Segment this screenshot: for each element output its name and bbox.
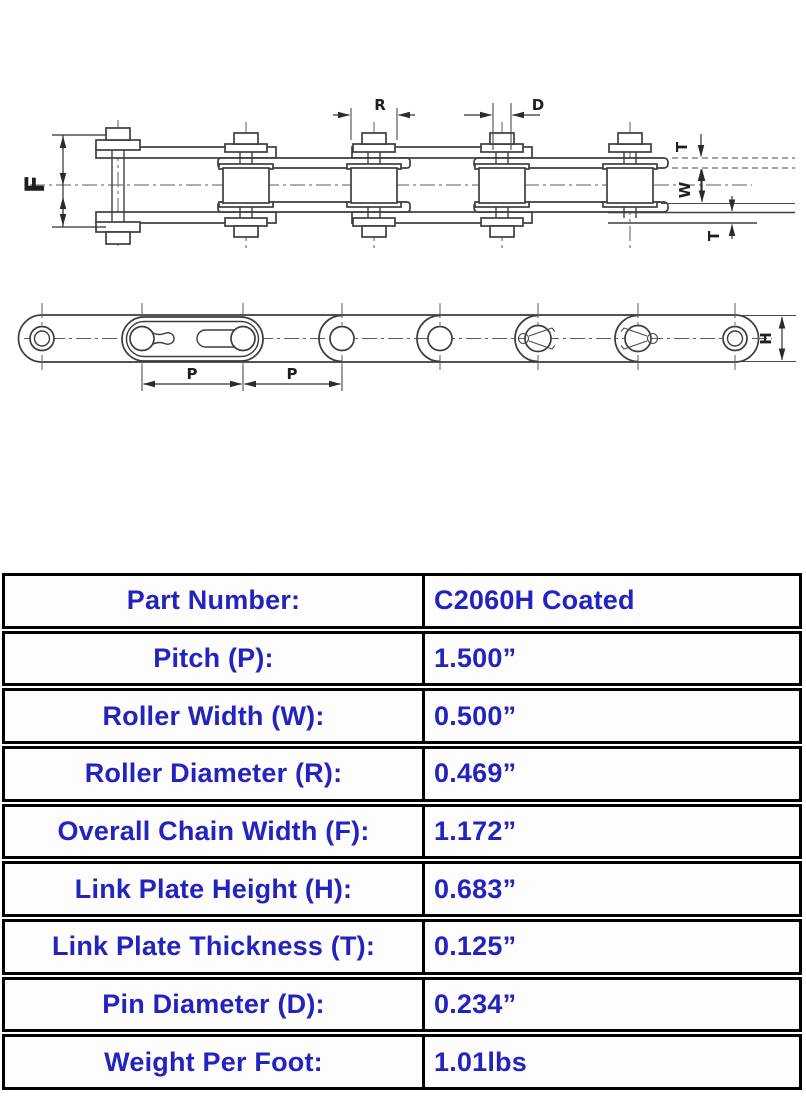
- dim-label-t-top: T: [673, 141, 691, 153]
- table-row: [2, 573, 802, 629]
- dim-label-w: W: [676, 181, 694, 199]
- spec-value: 0.500”: [434, 700, 517, 731]
- spec-value: 0.234”: [434, 988, 517, 1019]
- table-row: [2, 631, 802, 687]
- spec-label: Part Number:: [5, 576, 425, 626]
- dim-label-r: R: [374, 96, 386, 114]
- spec-table: [2, 573, 802, 1090]
- spec-label: Weight Per Foot:: [5, 1037, 425, 1087]
- table-row: [2, 861, 802, 917]
- table-row: [2, 1034, 802, 1090]
- dim-f: [20, 135, 106, 227]
- table-row: [2, 977, 802, 1033]
- spec-label: Pitch (P):: [5, 634, 425, 684]
- chain-side-view: [19, 303, 797, 391]
- dim-label-p1: P: [186, 365, 198, 383]
- table-row: [2, 746, 802, 802]
- spec-label: Overall Chain Width (F):: [5, 807, 425, 857]
- table-row: [2, 804, 802, 860]
- dim-label-f: F: [20, 174, 51, 194]
- table-row: [2, 688, 802, 744]
- dim-twt: [661, 134, 795, 241]
- spec-value: 0.125”: [434, 931, 517, 962]
- spec-value: 0.469”: [434, 758, 517, 789]
- spec-value: 1.01lbs: [434, 1046, 527, 1077]
- spec-label: Roller Diameter (R):: [5, 749, 425, 799]
- spec-label: Link Plate Thickness (T):: [5, 922, 425, 972]
- dim-label-d: D: [531, 96, 545, 114]
- spec-value: 0.683”: [434, 873, 517, 904]
- spec-value: C2060H Coated: [434, 585, 635, 616]
- spec-label: Link Plate Height (H):: [5, 864, 425, 914]
- spec-label: Pin Diameter (D):: [5, 980, 425, 1030]
- spec-value: 1.172”: [434, 815, 517, 846]
- table-row: [2, 919, 802, 975]
- chain-plan-view: [20, 96, 795, 250]
- dim-label-p2: P: [286, 365, 298, 383]
- dim-label-h: H: [757, 332, 775, 345]
- spec-value: 1.500”: [434, 642, 517, 673]
- spec-label: Roller Width (W):: [5, 691, 425, 741]
- dim-label-t-bottom: T: [705, 230, 723, 242]
- dim-p: [142, 365, 342, 391]
